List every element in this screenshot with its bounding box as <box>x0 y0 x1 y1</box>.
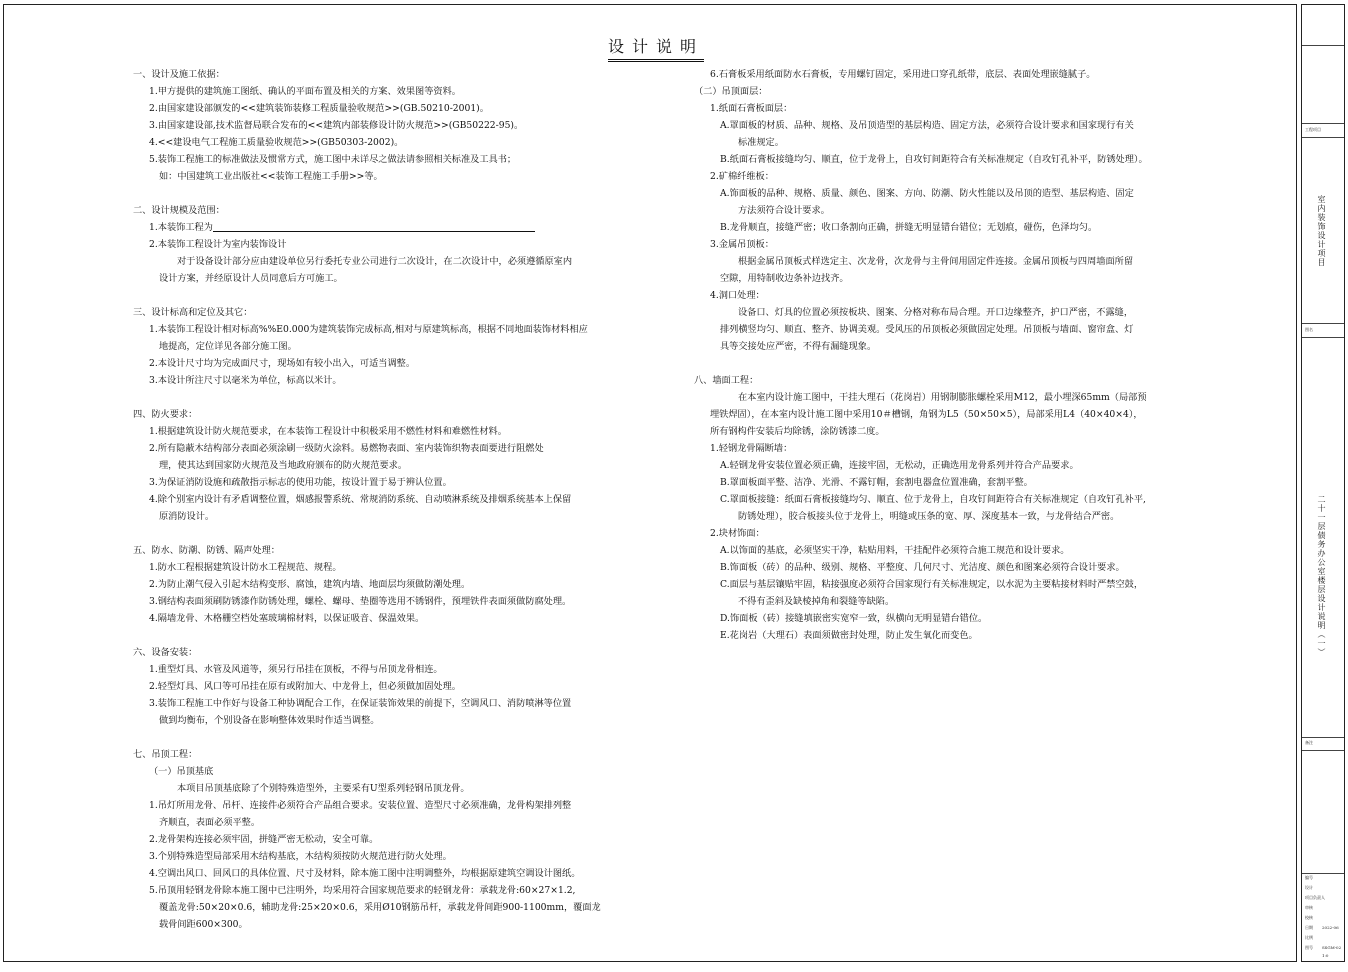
title-block-label: 图号 <box>1305 945 1313 950</box>
text-line <box>133 372 601 389</box>
text-line <box>133 202 601 219</box>
fill-in-blank <box>213 221 535 232</box>
text-line <box>694 134 1148 151</box>
text-line-content: 根据金属吊顶板式样选定主、次龙骨，次龙骨与主骨间用固定件连接。金属吊顶板与四周墙面所留 <box>738 256 1134 267</box>
text-line <box>694 610 1148 627</box>
text-line-content: 标准规定。 <box>738 137 784 148</box>
text-line-content: 2.矿棉纤维板： <box>710 171 774 182</box>
title-block-divider <box>1302 45 1344 46</box>
text-line <box>133 270 601 287</box>
text-line-content: 5.吊顶用轻钢龙骨除本施工图中已注明外，均采用符合国家规范要求的轻钢龙骨：承载龙骨:60×27×1.2, <box>149 885 576 896</box>
text-line <box>133 406 601 423</box>
text-line-content: 对于设备设计部分应由建设单位另行委托专业公司进行二次设计，在二次设计中，必须遵循原室内 <box>177 256 573 267</box>
title-block-divider <box>1302 323 1344 324</box>
text-line <box>694 627 1148 644</box>
text-line-content: 2.所有隐蔽木结构部分表面必须涂刷一级防火涂料。易燃物表面、室内装饰织物表面要进行阻燃处 <box>149 443 544 454</box>
text-line <box>694 100 1148 117</box>
title-block-divider <box>1302 750 1344 751</box>
text-line <box>694 287 1148 304</box>
text-line-content: 4.空调出风口、回风口的具体位置、尺寸及材料，除本施工图中注明调整外，均根据原建筑空调设计图纸。 <box>149 868 581 879</box>
text-line <box>133 440 601 457</box>
text-line-content: 设计方案，并经原设计人员同意后方可施工。 <box>159 273 343 284</box>
text-line <box>694 270 1148 287</box>
text-line <box>694 576 1148 593</box>
text-line-content: 4.<<建设电气工程施工质量验收规范>>(GB50303-2002)。 <box>149 137 404 148</box>
text-line-content: 2.块材饰面： <box>710 528 765 539</box>
text-line-content: 1.吊灯所用龙骨、吊杆、连接件必须符合产品组合要求。安装位置、造型尺寸必须准确，龙骨构架排列整 <box>149 800 572 811</box>
text-line <box>133 423 601 440</box>
spacer <box>694 355 1148 372</box>
text-line-content: B.饰面板（砖）的品种、级别、规格、平整度、几何尺寸、光洁度、颜色和图案必须符合设计要求。 <box>720 562 1125 573</box>
text-line-content: 3.本设计所注尺寸以毫米为单位，标高以米计。 <box>149 375 342 386</box>
text-line <box>694 491 1148 508</box>
text-line-content: 八、墙面工程： <box>694 375 759 386</box>
text-line-content: 七、吊顶工程： <box>133 749 198 760</box>
text-line-content: 不得有歪斜及缺棱掉角和裂缝等缺陷。 <box>738 596 895 607</box>
text-line-content: 齐顺直，表面必须平整。 <box>159 817 261 828</box>
text-line-content: 1.根据建筑设计防火规范要求，在本装饰工程设计中积极采用不燃性材料和难燃性材料。 <box>149 426 507 437</box>
text-line-content: 4.除个别室内设计有矛盾调整位置，烟感报警系统、常规消防系统、自动喷淋系统及排烟系统基本上保留 <box>149 494 572 505</box>
left-column <box>133 66 601 933</box>
title-block-label: 审核 <box>1305 905 1313 910</box>
text-line-content: 5.装饰工程施工的标准做法及惯常方式，施工图中未详尽之做法请参照相关标准及工具书； <box>149 154 517 165</box>
text-line <box>694 525 1148 542</box>
text-line-content: 本项目吊顶基底除了个别特殊造型外，主要采有U型系列轻钢吊顶龙骨。 <box>177 783 470 794</box>
text-line-content: 所有钢构件安装后均除锈，涂防锈漆二度。 <box>710 426 885 437</box>
text-line <box>133 610 601 627</box>
text-line-content: 2.为防止潮气侵入引起木结构变形、腐蚀，建筑内墙、地面层均须做防潮处理。 <box>149 579 471 590</box>
text-line <box>133 83 601 100</box>
text-line-content: 1.轻钢龙骨隔断墙： <box>710 443 793 454</box>
text-line <box>694 219 1148 236</box>
page-title: 设计说明 <box>608 34 704 62</box>
title-block-label: 图名 <box>1305 327 1313 332</box>
text-line <box>133 644 601 661</box>
title-block-label: 编号 <box>1305 875 1313 880</box>
text-line-content: 三、设计标高和定位及其它： <box>133 307 253 318</box>
text-line-content: 覆盖龙骨:50×20×0.6，辅助龙骨:25×20×0.6，采用Ø10钢筋吊杆，承载龙骨间距900-1100mm，覆面龙 <box>159 902 601 913</box>
title-block-divider <box>1302 337 1344 338</box>
text-line <box>133 508 601 525</box>
text-line-content: A.饰面板的品种、规格、质量、颜色、图案、方向、防潮、防火性能以及吊顶的造型、基层构造、固定 <box>720 188 1134 199</box>
text-line-content: A.以饰面的基底，必须坚实干净，粘贴用料，干挂配件必须符合施工规范和设计要求。 <box>720 545 1070 556</box>
text-line-content: 3.个别特殊造型局部采用木结构基底，木结构须按防火规范进行防火处理。 <box>149 851 452 862</box>
text-line <box>133 236 601 253</box>
text-line-content: B.罩面板面平整、洁净、光滑、不露钉帽，套割电器盒位置准确，套割平整。 <box>720 477 1033 488</box>
text-line <box>133 219 601 236</box>
text-line-content: 地提高，定位详见各部分施工图。 <box>159 341 297 352</box>
spacer <box>133 627 601 644</box>
text-line-content: 1.纸面石膏板面层： <box>710 103 793 114</box>
title-block-label: 设计 <box>1305 885 1313 890</box>
text-line <box>133 134 601 151</box>
text-line-content: 排列横竖均匀、顺直、整齐、协调美观。受风压的吊顶板必须做固定处理。吊顶板与墙面、窗帘盒、灯 <box>720 324 1134 335</box>
text-line-content: B.纸面石膏板接缝均匀、顺直，位于龙骨上，自攻钉间距符合有关标准规定（自攻钉孔补平，防锈处理）。 <box>720 154 1148 165</box>
text-line-content: 2.本装饰工程设计为室内装饰设计 <box>149 239 287 250</box>
text-line-content: D.饰面板（砖）接缝填嵌密实宽窄一致，纵横向无明显错台错位。 <box>720 613 988 624</box>
text-line <box>133 593 601 610</box>
text-line-content: 原消防设计。 <box>159 511 215 522</box>
text-line-content: （一）吊顶基底 <box>149 766 214 777</box>
text-line-content: 具等交接处应严密，不得有漏缝现象。 <box>720 341 877 352</box>
text-line <box>133 712 601 729</box>
text-line <box>694 151 1148 168</box>
text-line <box>133 576 601 593</box>
text-line <box>133 882 601 899</box>
text-line <box>694 389 1148 406</box>
text-line-content: 方法须符合设计要求。 <box>738 205 830 216</box>
text-line <box>133 491 601 508</box>
text-line-content: 1.甲方提供的建筑施工图纸、确认的平面布置及相关的方案、效果图等资料。 <box>149 86 461 97</box>
text-line-content: C.面层与基层镶贴牢固，粘接强度必须符合国家现行有关标准规定，以水泥为主要粘接材料时严禁空鼓， <box>720 579 1144 590</box>
text-line <box>133 831 601 848</box>
text-line <box>133 797 601 814</box>
text-line <box>133 848 601 865</box>
text-line-content: 3.为保证消防设施和疏散指示标志的使用功能，按设计置于易于辨认位置。 <box>149 477 452 488</box>
text-line-content: 二、设计规模及范围： <box>133 205 225 216</box>
text-line <box>133 457 601 474</box>
text-line <box>694 440 1148 457</box>
text-line <box>694 304 1148 321</box>
text-line <box>133 559 601 576</box>
text-line <box>133 117 601 134</box>
project-name: 室内装饰设计项目 <box>1317 195 1326 267</box>
text-line-content: 1.防水工程根据建筑设计防水工程规范、规程。 <box>149 562 342 573</box>
text-line-content: A.轻钢龙骨安装位置必须正确，连接牢固，无松动，正确选用龙骨系列并符合产品要求。 <box>720 460 1079 471</box>
text-line <box>694 236 1148 253</box>
text-line-content: 2.由国家建设部颁发的<<建筑装饰装修工程质量验收规范>>(GB.50210-2001)。 <box>149 103 489 114</box>
title-block-label: 校核 <box>1305 915 1313 920</box>
text-line-content: 做到均衡布，个别设备在影响整体效果时作适当调整。 <box>159 715 380 726</box>
text-line <box>694 168 1148 185</box>
text-line-content: 4.洞口处理： <box>710 290 765 301</box>
title-block-divider <box>1302 137 1344 138</box>
text-line <box>133 338 601 355</box>
text-line-content: 一、设计及施工依据： <box>133 69 225 80</box>
text-line <box>133 899 601 916</box>
text-line <box>694 474 1148 491</box>
text-line <box>694 202 1148 219</box>
spacer <box>133 729 601 746</box>
text-line <box>694 338 1148 355</box>
text-line-content: 载骨间距600×300。 <box>159 919 248 930</box>
text-line-content: 四、防火要求： <box>133 409 198 420</box>
text-line-content: E.花岗岩（大理石）表面须做密封处理，防止发生氧化而变色。 <box>720 630 978 641</box>
text-line <box>133 474 601 491</box>
text-line <box>694 423 1148 440</box>
title-block-label: 项目负责人 <box>1305 895 1325 900</box>
text-line-content: 2.龙骨架构连接必须牢固，拼缝严密无松动，安全可靠。 <box>149 834 379 845</box>
title-block-divider <box>1302 737 1344 738</box>
title-block-divider <box>1302 873 1344 874</box>
spacer <box>133 389 601 406</box>
text-line <box>694 372 1148 389</box>
text-line <box>133 542 601 559</box>
text-line-content: 3.钢结构表面须刷防锈漆作防锈处理，螺栓、螺母、垫圈等选用不锈钢件，预埋铁件表面须做防腐处理。 <box>149 596 572 607</box>
text-line <box>133 865 601 882</box>
spacer <box>133 525 601 542</box>
text-line-content: 3.金属吊顶板： <box>710 239 774 250</box>
text-line <box>133 168 601 185</box>
text-line <box>133 763 601 780</box>
text-line <box>694 457 1148 474</box>
scale-value: 1:0 <box>1322 953 1329 958</box>
text-line <box>694 117 1148 134</box>
text-line <box>694 542 1148 559</box>
title-block-label: 备注 <box>1305 740 1313 745</box>
text-line-content: 六、设备安装： <box>133 647 198 658</box>
text-line-content: 2.本设计尺寸均为完成面尺寸，现场如有较小出入，可适当调整。 <box>149 358 416 369</box>
text-line <box>133 321 601 338</box>
text-line <box>694 185 1148 202</box>
text-line-content: 空隙，用特制收边条补边找齐。 <box>720 273 849 284</box>
title-block-label: 工程项目 <box>1305 127 1321 132</box>
text-line-content: （二）吊顶面层： <box>694 86 768 97</box>
right-column <box>694 66 1148 644</box>
title-block <box>1301 4 1345 962</box>
drawing-number: SSGM-02 <box>1322 945 1342 950</box>
text-line <box>133 100 601 117</box>
text-line-content: 防锈处理），胶合板接头位于龙骨上，明缝或压条的宽、厚、深度基本一致，与龙骨结合严密。 <box>738 511 1120 522</box>
text-line-content: 3.装饰工程施工中作好与设备工种协调配合工作，在保证装饰效果的前提下，空调风口、消防喷淋等位置 <box>149 698 572 709</box>
text-line <box>133 916 601 933</box>
text-line <box>694 253 1148 270</box>
date-value: 2022-06 <box>1322 925 1339 930</box>
text-line <box>133 746 601 763</box>
text-line <box>133 151 601 168</box>
drawing-name: 二十一层债务办公室楼层设计说明（一） <box>1317 495 1326 657</box>
spacer <box>133 185 601 202</box>
text-line-content: 五、防水、防潮、防锈、隔声处理： <box>133 545 280 556</box>
text-line-content: 1.本装饰工程为 <box>149 222 213 233</box>
text-line <box>133 304 601 321</box>
text-line-content: 1.重型灯具、水管及风道等，须另行吊挂在顶板，不得与吊顶龙骨相连。 <box>149 664 443 675</box>
text-line <box>133 661 601 678</box>
text-line-content: 1.本装饰工程设计相对标高%%E0.000为建筑装饰完成标高,相对与原建筑标高，根据不同地面装饰材料相应 <box>149 324 588 335</box>
text-line-content: 3.由国家建设部,技术监督局联合发布的<<建筑内部装修设计防火规范>>(GB50222-95)。 <box>149 120 524 131</box>
text-line <box>133 678 601 695</box>
text-line <box>133 355 601 372</box>
title-block-label: 比例 <box>1305 935 1313 940</box>
text-line <box>694 83 1148 100</box>
text-line-content: 埋铁焊固），在本室内设计施工图中采用10＃槽钢，角钢为L5（50×50×5），局部采用L4（40×40×4）， <box>710 409 1143 420</box>
text-line-content: 6.石膏板采用纸面防水石膏板，专用螺钉固定，采用进口穿孔纸带，底层、表面处理嵌缝腻子。 <box>710 69 1096 80</box>
text-line <box>133 814 601 831</box>
text-line-content: A.罩面板的材质、品种、规格、及吊顶造型的基层构造、固定方法，必须符合设计要求和国家现行有关 <box>720 120 1134 131</box>
text-line <box>694 593 1148 610</box>
text-line <box>694 66 1148 83</box>
text-line <box>133 66 601 83</box>
spacer <box>133 287 601 304</box>
text-line-content: 2.轻型灯具、风口等可吊挂在原有或附加大、中龙骨上，但必须做加固处理。 <box>149 681 461 692</box>
text-line <box>694 559 1148 576</box>
text-line-content: 理，使其达到国家防火规范及当地政府颁布的防火规范要求。 <box>159 460 408 471</box>
text-line <box>133 695 601 712</box>
text-line-content: 如：中国建筑工业出版社<<装饰工程施工手册>>等。 <box>159 171 383 182</box>
text-line-content: 4.隔墙龙骨、木格栅空档处塞玻璃棉材料，以保证吸音、保温效果。 <box>149 613 425 624</box>
text-line <box>133 780 601 797</box>
title-block-divider <box>1302 123 1344 124</box>
text-line-content: C.罩面板接缝：纸面石膏板接缝均匀、顺直、位于龙骨上，自攻钉间距符合有关标准规定（自攻钉孔补平, <box>720 494 1146 505</box>
text-line-content: B.龙骨顺直，接缝严密；收口条割向正确，拼缝无明显错台错位；无划痕，碰伤，色泽均匀。 <box>720 222 1098 233</box>
text-line <box>694 321 1148 338</box>
title-block-label: 日期 <box>1305 925 1313 930</box>
text-line <box>694 508 1148 525</box>
text-line <box>694 406 1148 423</box>
text-line-content: 设备口、灯具的位置必须按板块、图案、分格对称布局合理。开口边缘整齐，护口严密，不露缝， <box>738 307 1134 318</box>
text-line <box>133 253 601 270</box>
text-line-content: 在本室内设计施工图中，干挂大理石（花岗岩）用钢制膨胀螺栓采用M12，最小埋深65mm（局部预 <box>738 392 1147 403</box>
